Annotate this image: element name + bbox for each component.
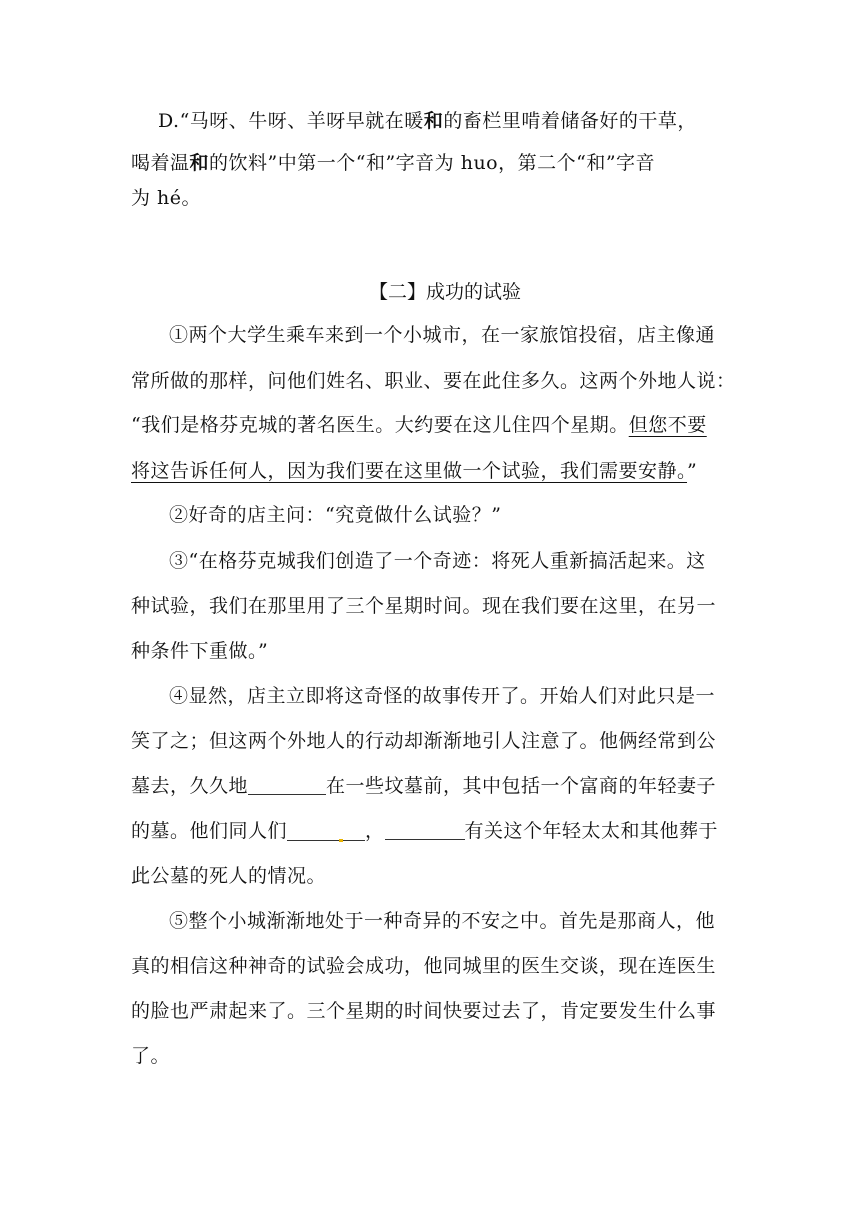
option-d-text: 喝着温 [131,152,190,174]
para3-line: ③“在格芬克城我们创造了一个奇迹：将死人重新搞活起来。这 [169,550,706,572]
emphasis-dot [339,839,343,842]
para3-line: 种条件下重做。” [131,640,269,662]
fill-in-blank[interactable] [248,776,326,795]
option-d-line-2 [131,151,655,175]
para1-line: ①两个大学生乘车来到一个小城市，在一家旅馆投宿，店主像通 [169,324,716,346]
para4-text: ， [365,820,385,842]
para5-line: 真的相信这种神奇的试验会成功，他同城里的医生交谈，现在连医生 [131,955,717,977]
para1-text: ” [687,460,698,482]
para5-line: 了。 [131,1045,171,1067]
section-title: 【二】成功的试验 [368,281,521,303]
underlined-sentence: 但您不要 [628,414,707,436]
para4-line: 此公墓的死人的情况。 [131,865,327,887]
highlighted-char: 和 [189,152,210,174]
para4-text: 墓去，久久地 [131,775,249,797]
para4-text: 有关这个年轻太太和其他葬于 [464,820,719,842]
para2-line: ②好奇的店主问：“究竟做什么试验？” [169,504,502,526]
fill-in-blank[interactable] [385,821,465,840]
para4-line: 笑了之；但这两个外地人的行动却渐渐地引人注意了。他俩经常到公 [131,730,717,752]
option-d-line-3: 为 hé。 [131,187,202,209]
para1-line [131,459,697,483]
fill-in-blank[interactable] [287,822,365,841]
para1-line: 常所做的那样，问他们姓名、职业、要在此住多久。这两个外地人说： [131,370,736,392]
underlined-sentence: 将这告诉任何人，因为我们要在这里做一个试验，我们需要安静。 [131,460,688,482]
option-d-text: 的畜栏里啃着储备好的干草， [443,110,697,132]
para4-text: 的墓。他们同人们 [131,820,288,842]
option-d-text: 的饮料”中第一个“和”字音为 huo，第二个“和”字音 [209,152,656,174]
option-d-line-1 [158,109,697,133]
highlighted-char: 和 [423,110,444,132]
para1-text: “我们是格芬克城的著名医生。大约要在这儿住四个星期。 [131,414,629,436]
option-d-text: D.“马呀、牛呀、羊呀早就在暖 [158,110,424,132]
para4-line [131,819,718,843]
para3-line: 种试验，我们在那里用了三个星期时间。现在我们要在这里，在另一 [131,595,717,617]
para1-line [131,413,707,437]
para4-line: ④显然，店主立即将这奇怪的故事传开了。开始人们对此只是一 [169,685,716,707]
para4-line [131,774,716,798]
para5-line: 的脸也严肃起来了。三个星期的时间快要过去了，肯定要发生什么事 [131,1000,717,1022]
para5-line: ⑤整个小城渐渐地处于一种奇异的不安之中。首先是那商人，他 [169,910,716,932]
para4-text: 在一些坟墓前，其中包括一个富商的年轻妻子 [326,775,717,797]
